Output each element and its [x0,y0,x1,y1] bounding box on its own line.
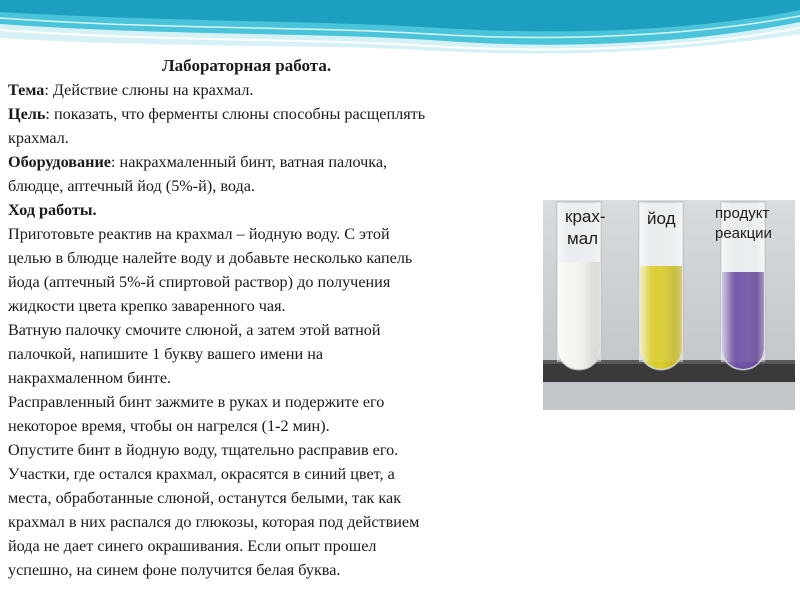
tube-starch-label-line1: крах- [565,207,606,226]
tube-starch-label-line2: мал [567,229,599,248]
tube-product-label-line2: реакции [715,225,772,242]
test-tubes-illustration [543,200,795,410]
procedure-line: Ватную палочку смочите слюной, а затем этой ватной [8,321,381,339]
topic-line [8,80,253,101]
procedure-heading-text: Ход работы. [8,201,97,219]
goal-sep: : [45,105,54,123]
procedure-line: палочкой, напишите 1 букву вашего имени на [8,345,324,363]
goal-label: Цель [8,105,46,123]
procedure-line: Расправленный бинт зажмите в руках и подержите его [8,393,385,411]
tube-iodine-label: йод [647,209,676,228]
tube-product-label-line1: продукт [715,205,770,222]
procedure-line: йода (аптечный 5%-й спиртовой раствор) до получения [8,273,391,291]
topic-sep: : [44,81,53,99]
procedure-line: жидкости цвета крепко заваренного чая. [8,297,286,315]
procedure-line: места, обработанные слюной, останутся белыми, так как [8,489,402,507]
equipment-label: Оборудование [8,153,111,171]
topic-value: Действие слюны на крахмал. [52,81,254,99]
procedure-line: Приготовьте реактив на крахмал – йодную воду. С этой [8,225,390,243]
tube-starch [557,202,606,370]
procedure-line: йода не дает синего окрашивания. Если опыт прошел [8,537,377,555]
tube-iodine [639,202,683,370]
procedure-line: крахмал в них распался до глюкозы, которая под действием [8,513,420,531]
equipment-sep: : [110,153,120,171]
page-title: Лабораторная работа. [162,56,332,75]
topic-label: Тема [8,81,45,99]
procedure-line: накрахмаленном бинте. [8,369,172,387]
procedure-line: Участки, где остался крахмал, окрасятся в синий цвет, а [8,465,395,483]
tube-starch-highlight [557,202,601,362]
equipment-line [8,152,387,173]
procedure-line: успешно, на синем фоне получится белая буква. [8,561,341,579]
goal-value-line1: показать, что ферменты слюны способны расщеплять [53,105,426,123]
procedure-line: некоторое время, чтобы он нагрелся (1-2 мин). [8,417,330,435]
header-wave-decoration [0,0,800,70]
procedure-line: Опустите бинт в йодную воду, тщательно расправив его. [8,441,399,459]
equipment-value-line2: блюдце, аптечный йод (5%-й), вода. [8,177,255,195]
goal-line [8,104,425,125]
procedure-heading [8,200,97,221]
goal-value-line2: крахмал. [8,129,69,147]
procedure-line: целью в блюдце налейте воду и добавьте несколько капель [8,249,413,267]
tube-product [715,202,772,370]
test-tubes-photo [543,200,795,410]
equipment-value-line1: накрахмаленный бинт, ватная палочка, [119,153,388,171]
